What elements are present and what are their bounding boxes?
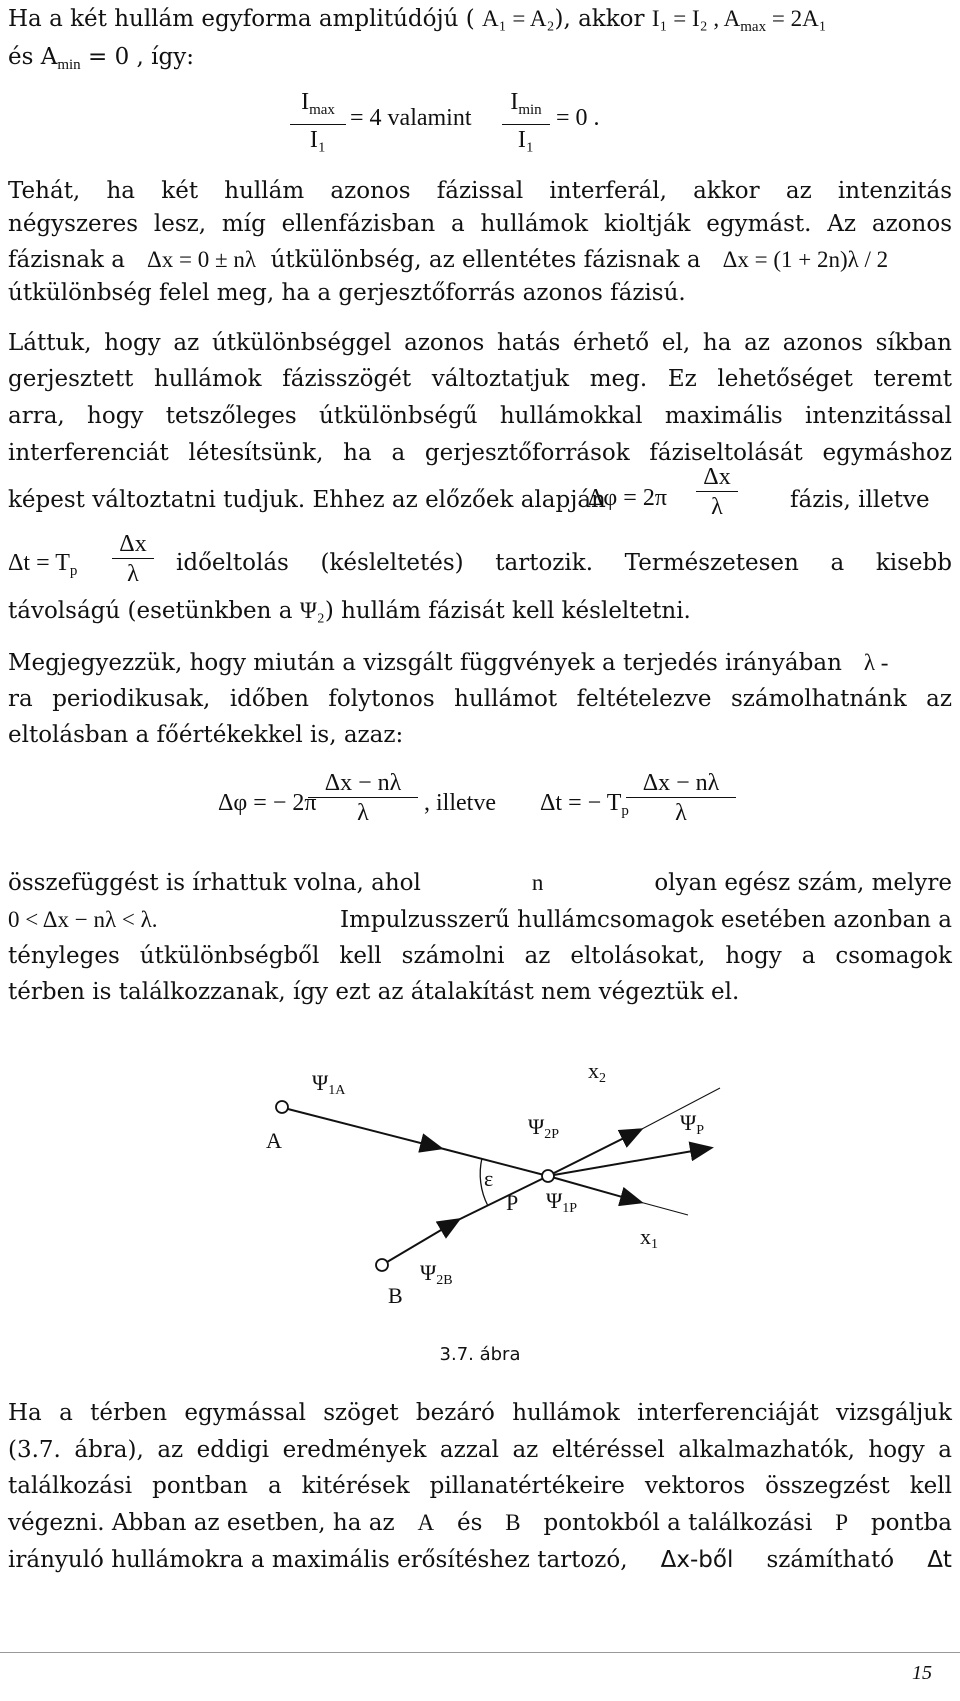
p4-lambda: λ -: [863, 650, 889, 675]
p6-point-p: P: [835, 1510, 848, 1535]
p6-l5-a: irányuló hullámokra a maximális erősítéshez tartozó,: [8, 1547, 628, 1573]
p2-line1: Tehát, ha két hullám azonos fázissal interferál, akkor az intenzitás: [8, 178, 952, 204]
ratio-imax-num: I: [301, 89, 310, 115]
wave-b-line: [458, 1176, 548, 1220]
p6-l4-d: pontba: [870, 1510, 952, 1536]
p5-line3: tényleges útkülönbségből kell számolni az eltolásokat, hogy a csomagok: [8, 943, 952, 969]
eq-frac2-den: λ: [675, 800, 687, 826]
p4-line2: ra periodikusak, időben folytonos hullámot feltételezve számolhatnánk az: [8, 686, 952, 712]
p2-line2: négyszeres lesz, míg ellenfázisban a hullámok kioltják egymást. Az azonos: [8, 211, 952, 237]
p3-eq-dt: [8, 550, 77, 580]
eq-illetve: , illetve: [424, 790, 496, 816]
p3-line6: időeltolás (késleltetés) tartozik. Természetesen a kisebb: [176, 550, 952, 576]
ratio-imax-den: I₁: [309, 127, 327, 153]
ratio-imin-den: I₁: [517, 127, 535, 153]
ratio-imin: [502, 88, 550, 155]
p3-l7-a: távolságú (esetünkben a: [8, 598, 293, 624]
label-p: P: [506, 1190, 519, 1215]
p6-l4-c: pontokból a találkozási: [543, 1510, 813, 1536]
p1-text-b: ), akkor: [554, 6, 645, 32]
label-psi1p: Ψ1P: [546, 1188, 578, 1216]
wave-a-arrow: [284, 1108, 440, 1148]
eq-dt-sub: p: [621, 803, 629, 819]
p3-frac-dt: [112, 530, 154, 589]
p1-eq-intensities: I₁ = I₂ , A: [651, 6, 741, 31]
point-b: [376, 1259, 388, 1271]
p3-l7-b: ) hullám fázisát kell késleltetni.: [324, 598, 691, 624]
p3-line7: [8, 596, 691, 626]
p1-eq-amplitudes: A₁ = A₂: [482, 6, 555, 31]
p1-line2-b: = 0 , így:: [80, 44, 194, 70]
p6-line5: [8, 1545, 952, 1575]
p3-line2: gerjesztett hullámok fázisszögét változtatjuk meg. Ez lehetőséget teremt: [8, 366, 952, 392]
p1-line2-a: és A: [8, 44, 58, 70]
label-epsilon: ε: [484, 1166, 494, 1191]
p6-l5-b: számítható: [766, 1547, 895, 1573]
p2-eq-anti-phase: Δx = (1 + 2n)λ / 2: [722, 247, 889, 272]
point-a: [276, 1101, 288, 1113]
wave-b-arrow: [382, 1220, 458, 1265]
p2-eq-in-phase: Δx = 0 ± nλ: [146, 247, 256, 272]
p2-l3-a: fázisnak a: [8, 247, 125, 273]
p6-line1: Ha a térben egymással szöget bezáró hullámok interferenciáját vizsgáljuk: [8, 1400, 952, 1426]
wave-a-line: [440, 1148, 548, 1176]
p3-frac-dphi-den: λ: [711, 494, 723, 520]
p6-dt: Δt: [927, 1547, 952, 1573]
eq-frac1-num: Δx − nλ: [308, 769, 418, 798]
p1-eq-amax: = 2A₁: [766, 6, 827, 31]
p3-line1: Láttuk, hogy az útkülönbséggel azonos hatás érhető el, ha az azonos síkban: [8, 330, 952, 356]
p6-line3: találkozási pontban a kitérések pillanatértékeire vektoros összegzést kell: [8, 1473, 952, 1499]
p5-l2-b: Impulzusszerű hullámcsomagok esetében azonban a: [339, 907, 952, 933]
eq-dt: [540, 790, 629, 820]
p5-l1-a: összefüggést is írhattuk volna, ahol: [8, 870, 421, 896]
label-x2: x2: [588, 1058, 606, 1086]
p5-line1: [8, 868, 952, 898]
p3-frac-dphi: [696, 463, 738, 522]
p1-text-a: Ha a két hullám egyforma amplitúdójú (: [8, 6, 475, 32]
psip-resultant-arrow: [548, 1148, 710, 1176]
eq-frac1-den: λ: [357, 800, 369, 826]
label-b: B: [388, 1283, 403, 1308]
ratio-imax-sub: max: [309, 102, 335, 118]
p2-line3: [8, 245, 888, 275]
p1-line2: [8, 42, 194, 80]
p4-line1: [8, 648, 888, 678]
p4-line3: eltolásban a főértékekkel is, azaz:: [8, 722, 404, 748]
p6-point-b: B: [505, 1510, 521, 1535]
psi2p-arrow: [548, 1130, 640, 1176]
ratio-imax: [290, 88, 346, 155]
ratio-eq1: = 4 valamint: [350, 105, 472, 131]
p3-frac-dphi-num: Δx: [696, 463, 738, 492]
p6-point-a: A: [417, 1510, 435, 1535]
p3-psi2: Ψ₂: [299, 598, 325, 623]
p6-line4: [8, 1508, 952, 1538]
p5-line2: [8, 905, 952, 935]
footer-rule: [0, 1652, 960, 1653]
p3-eq-dphi: Δφ = 2π: [588, 485, 667, 511]
p1-sub-min: min: [57, 57, 81, 73]
p4-l1-a: Megjegyezzük, hogy miután a vizsgált függvények a terjedés irányában: [8, 650, 842, 676]
x1-line: [640, 1202, 688, 1215]
p5-line4: térben is találkozzanak, így ezt az átalakítást nem végeztük el.: [8, 979, 740, 1005]
label-psi2b: Ψ2B: [420, 1260, 453, 1288]
p6-l4-b: és: [456, 1510, 483, 1536]
p6-l4-a: végezni. Abban az esetben, ha az: [8, 1510, 395, 1536]
label-psi2p: Ψ2P: [528, 1114, 560, 1142]
figure-3-7: [0, 1030, 960, 1308]
label-x1: x1: [640, 1224, 658, 1252]
figure-caption: 3.7. ábra: [439, 1344, 521, 1365]
p3-frac-dt-num: Δx: [112, 530, 154, 559]
ratio-imin-num: I: [510, 89, 519, 115]
label-psi1a: Ψ1A: [312, 1070, 346, 1098]
p1-sub-max: max: [740, 19, 767, 35]
p2-l3-b: útkülönbség, az ellentétes fázisnak a: [270, 247, 701, 273]
eq-frac2-num: Δx − nλ: [626, 769, 736, 798]
p3-eq-dt-text: Δt = T: [8, 550, 70, 576]
label-a: A: [266, 1128, 282, 1153]
eq-frac2: [626, 769, 736, 828]
p6-line2: (3.7. ábra), az eddigi eredmények azzal az eltéréssel alkalmazhatók, hogy a: [8, 1437, 952, 1463]
label-psip: ΨP: [680, 1110, 705, 1138]
ratio-eq2: = 0 .: [556, 105, 600, 131]
eq-frac1: [308, 769, 418, 828]
page-number: 15: [912, 1662, 932, 1684]
eq-dphi: Δφ = − 2π: [218, 790, 317, 816]
p3-line4: interferenciát létesítsünk, ha a gerjesztőforrások fáziseltolását egymáshoz: [8, 440, 952, 466]
p5-n: n: [531, 870, 544, 895]
point-p: [542, 1170, 554, 1182]
p3-line3: arra, hogy tetszőleges útkülönbségű hullámokkal maximális intenzitással: [8, 403, 952, 429]
p2-line4: útkülönbség felel meg, ha a gerjesztőforrás azonos fázisú.: [8, 280, 686, 306]
eq-dt-text: Δt = − T: [540, 790, 622, 816]
p3-frac-dt-den: λ: [127, 561, 139, 587]
p3-line5-b: fázis, illetve: [790, 487, 930, 513]
p3-eq-dt-sub: p: [69, 563, 78, 579]
p5-l1-b: olyan egész szám, melyre: [654, 870, 952, 896]
p6-dx: Δx-ből: [660, 1547, 734, 1573]
p5-inequality: 0 < Δx − nλ < λ.: [8, 907, 158, 932]
p1-line1: [8, 4, 827, 42]
p3-line5-a: képest változtatni tudjuk. Ehhez az előzőek alapján: [8, 487, 606, 513]
ratio-imin-sub: min: [518, 102, 542, 118]
